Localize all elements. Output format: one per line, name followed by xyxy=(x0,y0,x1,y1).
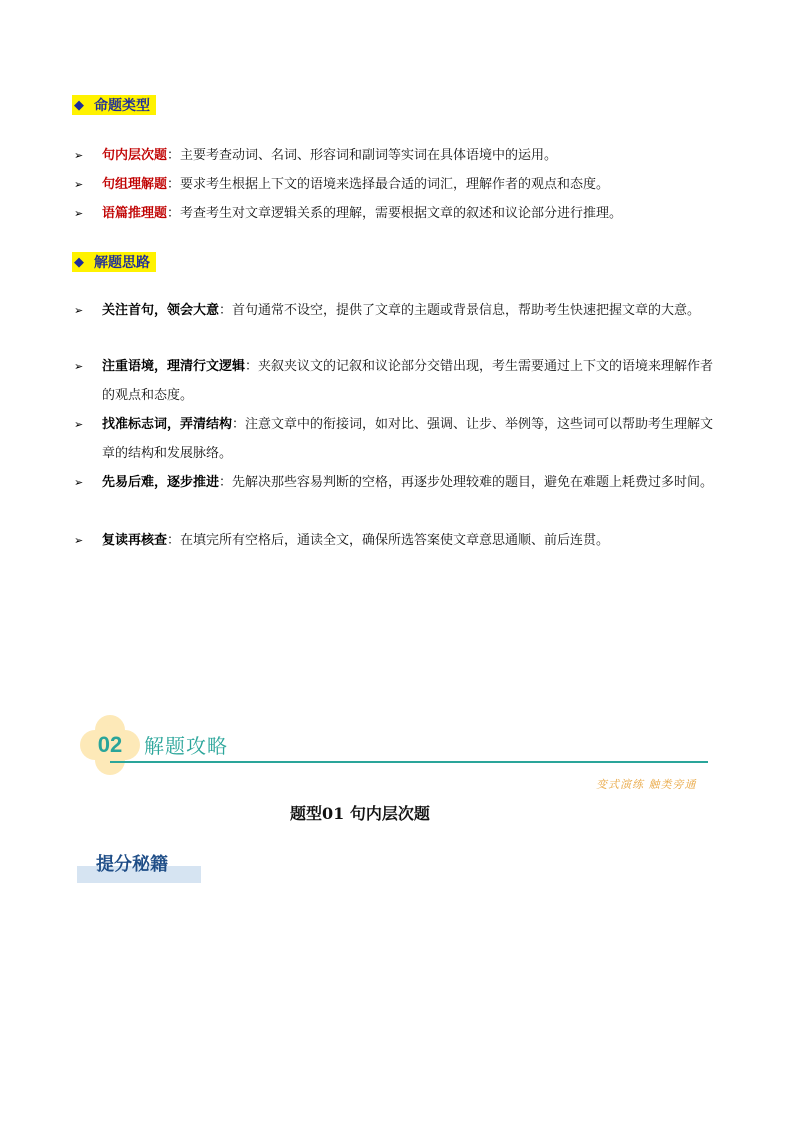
item-desc: 夹叙夹议文的记叙和议论部分交错出现，考生需要通过上下文的语境来理解作者的观点和态度。 xyxy=(102,359,714,403)
item-term: 语篇推理题 xyxy=(102,206,168,221)
section-title: 解题攻略 xyxy=(144,734,228,758)
arrow-bullet-icon: ➢ xyxy=(74,476,84,489)
section-divider xyxy=(110,761,708,763)
item-term: 找准标志词，弄清结构 xyxy=(102,417,233,432)
arrow-bullet-icon: ➢ xyxy=(74,149,84,162)
item-desc: 在填完所有空格后，通读全文，确保所选答案使文章意思通顺、前后连贯。 xyxy=(180,533,610,548)
diamond-bullet-icon: ◆ xyxy=(74,97,84,113)
diamond-bullet-icon: ◆ xyxy=(74,254,84,270)
list-item: ➢ 先易后难，逐步推进：先解决那些容易判断的空格，再逐步处理较难的题目，避免在难题上耗费过多时间。 xyxy=(74,468,726,497)
item-desc: 首句通常不设空，提供了文章的主题或背景信息，帮助考生快速把握文章的大意。 xyxy=(232,303,701,318)
item-term: 句内层次题 xyxy=(102,148,168,163)
flower-badge-icon xyxy=(80,715,140,775)
list-item: ➢ 关注首句，领会大意：首句通常不设空，提供了文章的主题或背景信息，帮助考生快速把握文章的大意。 xyxy=(74,296,726,325)
item-term: 复读再核查 xyxy=(102,533,168,548)
list-item: ➢ 语篇推理题：考查考生对文章逻辑关系的理解，需要根据文章的叙述和议论部分进行推理。 xyxy=(74,199,726,228)
item-desc: 主要考查动词、名词、形容词和副词等实词在具体语境中的运用。 xyxy=(180,148,558,163)
section-number: 02 xyxy=(97,732,123,757)
arrow-bullet-icon: ➢ xyxy=(74,304,84,317)
arrow-bullet-icon: ➢ xyxy=(74,418,84,431)
item-term: 关注首句，领会大意 xyxy=(102,303,220,318)
arrow-bullet-icon: ➢ xyxy=(74,534,84,547)
arrow-bullet-icon: ➢ xyxy=(74,207,84,220)
item-term: 注重语境，理清行文逻辑 xyxy=(102,359,246,374)
item-desc: 注意文章中的衔接词，如对比、强调、让步、举例等，这些词可以帮助考生理解文章的结构和发展脉络。 xyxy=(102,417,714,461)
arrow-bullet-icon: ➢ xyxy=(74,178,84,191)
section-heading-solving-approach xyxy=(72,252,156,272)
list-item: ➢ 复读再核查：在填完所有空格后，通读全文，确保所选答案使文章意思通顺、前后连贯。 xyxy=(74,526,726,555)
section-heading-label: 解题思路 xyxy=(94,255,150,271)
question-type-title: 题型01 句内层次题 xyxy=(290,804,430,823)
section-heading-label: 命题类型 xyxy=(94,98,150,114)
arrow-bullet-icon: ➢ xyxy=(74,360,84,373)
tip-label: 提分秘籍 xyxy=(96,854,168,875)
list-item: ➢ 句内层次题：主要考查动词、名词、形容词和副词等实词在具体语境中的运用。 xyxy=(74,141,726,170)
list-item: ➢ 找准标志词，弄清结构：注意文章中的衔接词，如对比、强调、让步、举例等，这些词可以帮助考生理解文章的结构和发展脉络。 xyxy=(74,410,726,468)
section-slogan: 变式演练 触类旁通 xyxy=(596,778,697,791)
item-desc: 考查考生对文章逻辑关系的理解，需要根据文章的叙述和议论部分进行推理。 xyxy=(180,206,623,221)
list-item: ➢ 句组理解题：要求考生根据上下文的语境来选择最合适的词汇，理解作者的观点和态度。 xyxy=(74,170,726,199)
list-item: ➢ 注重语境，理清行文逻辑：夹叙夹议文的记叙和议论部分交错出现，考生需要通过上下文的语境来理解作者的观点和态度。 xyxy=(74,352,726,410)
item-desc: 要求考生根据上下文的语境来选择最合适的词汇，理解作者的观点和态度。 xyxy=(180,177,610,192)
item-desc: 先解决那些容易判断的空格，再逐步处理较难的题目，避免在难题上耗费过多时间。 xyxy=(232,475,714,490)
section-heading-question-types xyxy=(72,95,156,115)
item-term: 句组理解题 xyxy=(102,177,168,192)
item-term: 先易后难，逐步推进 xyxy=(102,475,220,490)
